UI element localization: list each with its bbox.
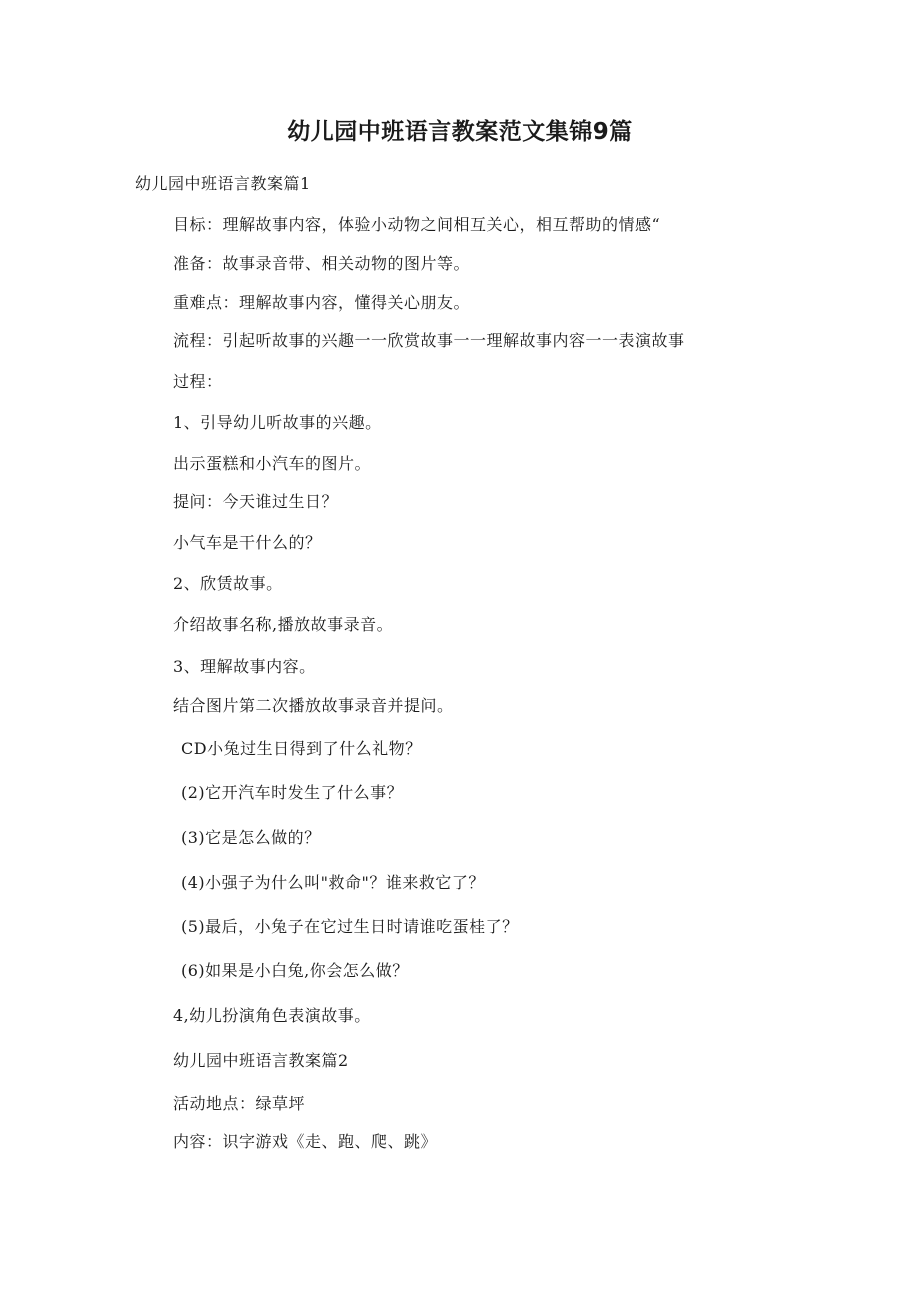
question-1: CD小兔过生日得到了什么礼物？ <box>181 739 422 758</box>
step1-heading: 1、引导幼儿听故事的兴趣。 <box>173 413 382 432</box>
step4-heading: 4,幼儿扮演角色表演故事。 <box>173 1006 371 1025</box>
question-6: (6)如果是小白兔,你会怎么做？ <box>181 961 409 980</box>
document-title: 幼儿园中班语言教案范文集锦9篇 <box>287 119 633 145</box>
question-2: (2)它开汽车时发生了什么事？ <box>181 783 404 802</box>
step2-line-a: 介绍故事名称,播放故事录音。 <box>173 615 394 634</box>
lesson1-flow: 流程：引起听故事的兴趣一一欣赏故事一一理解故事内容一一表演故事 <box>173 331 685 350</box>
lesson1-heading: 幼儿园中班语言教案篇1 <box>135 174 311 193</box>
step3-line-a: 结合图片第二次播放故事录音并提问。 <box>173 696 454 715</box>
question-3: (3)它是怎么做的？ <box>181 828 321 847</box>
question-4: (4)小强子为什么叫"救命"？谁来救它了？ <box>181 873 485 892</box>
lesson1-goal: 目标：理解故事内容，体验小动物之间相互关心，相互帮助的情感“ <box>173 215 661 234</box>
lesson2-location: 活动地点：绿草坪 <box>173 1094 306 1113</box>
lesson2-content: 内容：识字游戏《走、跑、爬、跳》 <box>173 1132 438 1151</box>
question-5: (5)最后，小兔子在它过生日时请谁吃蛋桂了？ <box>181 917 519 936</box>
lesson2-heading: 幼儿园中班语言教案篇2 <box>173 1051 349 1070</box>
step2-heading: 2、欣赁故事。 <box>173 574 283 593</box>
lesson1-key-points: 重难点：理解故事内容，懂得关心朋友。 <box>173 293 471 312</box>
step1-line-a: 出示蛋糕和小汽车的图片。 <box>173 454 372 473</box>
lesson1-prep: 准备：故事录音带、相关动物的图片等。 <box>173 254 471 273</box>
step3-heading: 3、理解故事内容。 <box>173 657 316 676</box>
step1-line-c: 小气车是干什么的？ <box>173 533 322 552</box>
lesson1-process-label: 过程： <box>173 372 223 391</box>
step1-line-b: 提问：今天谁过生日？ <box>173 492 339 511</box>
